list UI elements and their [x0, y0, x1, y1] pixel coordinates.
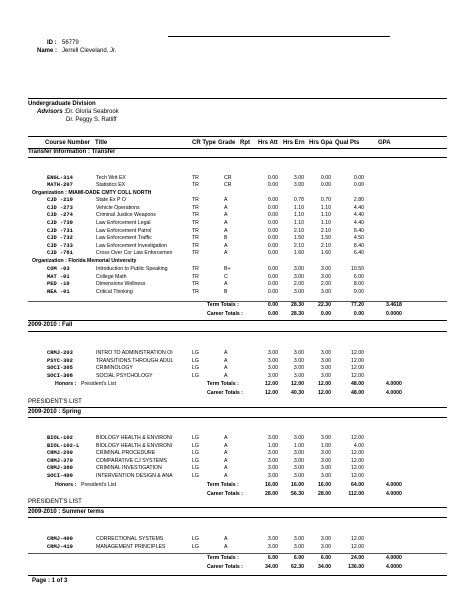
course-code: SOCI-305	[47, 365, 73, 372]
course-hrs-ern: 3.00	[293, 365, 304, 372]
course-code: CJD -274	[47, 212, 73, 219]
course-hrs-att: 0.00	[267, 250, 278, 257]
career-totals-label: Career Totals :	[207, 564, 243, 570]
term-totals-gpa: 4.0000	[386, 482, 402, 488]
division-rule	[28, 98, 447, 99]
presidents-list-label: PRESIDENT'S LIST	[28, 499, 82, 505]
course-hrs-att: 0.00	[267, 175, 278, 181]
course-cr-type: TR	[192, 242, 199, 249]
course-qual-pts: 0.00	[353, 182, 364, 189]
course-hrs-ern: 1.10	[293, 220, 304, 226]
name-label: Name :	[37, 48, 58, 54]
course-qual-pts: 4.40	[353, 204, 364, 211]
course-hrs-ern: 3.00	[293, 288, 304, 295]
course-qual-pts: 4.50	[353, 235, 364, 242]
course-title: MANAGEMENT PRINCIPLES	[96, 543, 166, 550]
course-hrs-att: 0.00	[267, 212, 278, 219]
course-cr-type: LG	[192, 357, 199, 364]
course-title: INTERVENTION DESIGN & ANA	[96, 473, 173, 479]
course-code: MATH-207	[47, 182, 73, 189]
course-code: CJD -273	[47, 204, 73, 211]
course-qual-pts: 12.00	[351, 357, 364, 364]
honors-label: Honors :	[55, 381, 77, 387]
course-code: CJD -732	[47, 235, 73, 242]
course-hrs-gpa: 1.10	[320, 212, 331, 219]
course-cr-type: LG	[192, 457, 199, 464]
course-qual-pts: 12.00	[351, 372, 364, 379]
advisors-label: Advisors :	[37, 109, 67, 115]
course-title: College Math	[96, 273, 127, 280]
transfer-heading-rule	[28, 157, 447, 158]
course-hrs-ern: 2.10	[293, 227, 304, 234]
course-cr-type: TR	[192, 235, 199, 242]
career-totals-hrs-att: 34.00	[265, 564, 278, 570]
honors-value: President's List	[81, 381, 117, 387]
course-qual-pts: 12.00	[351, 435, 364, 441]
career-totals-label: Career Totals :	[207, 390, 243, 396]
course-cr-type: TR	[192, 204, 199, 211]
course-hrs-att: 3.00	[267, 536, 278, 542]
term-totals-hrs-att: 0.00	[267, 302, 278, 308]
course-hrs-att: 3.00	[267, 435, 278, 441]
course-qual-pts: 8.40	[353, 242, 364, 249]
course-title: Law Enforcement Legal	[96, 220, 151, 226]
career-totals-hrs-ern: 56.30	[291, 491, 304, 497]
course-hrs-gpa: 1.60	[320, 250, 331, 257]
course-hrs-att: 1.00	[267, 442, 278, 449]
col-title: Title	[95, 140, 108, 146]
course-cr-type: TR	[192, 220, 199, 226]
course-hrs-att: 0.00	[267, 242, 278, 249]
course-grade: A	[224, 242, 228, 249]
course-title: COMPARATIVE CJ SYSTEMS	[96, 457, 167, 464]
course-code: PSYC-302	[47, 357, 73, 364]
col-hrs-ern: Hrs Ern	[283, 140, 305, 146]
course-qual-pts: 2.80	[353, 197, 364, 204]
course-code: ENGL-314	[47, 175, 73, 181]
course-code: CRMJ-203	[47, 350, 73, 356]
course-hrs-gpa: 3.00	[320, 457, 331, 464]
course-cr-type: LG	[192, 473, 199, 479]
course-grade: A	[224, 281, 228, 288]
course-hrs-att: 0.00	[267, 204, 278, 211]
course-hrs-att: 3.00	[267, 450, 278, 457]
course-hrs-ern: 2.00	[293, 281, 304, 288]
course-code: BIOL-102	[47, 435, 73, 441]
footer-rule	[28, 575, 447, 576]
course-hrs-gpa: 0.00	[320, 182, 331, 189]
honors-value: President's List	[81, 482, 117, 488]
term-totals-hrs-ern: 12.00	[291, 381, 304, 387]
career-totals-hrs-gpa: 12.00	[318, 390, 331, 396]
course-code: COM -03	[47, 265, 70, 272]
course-hrs-gpa: 3.00	[320, 450, 331, 457]
course-grade: A	[224, 465, 228, 472]
course-title: Tech Writ EX	[96, 175, 126, 181]
course-cr-type: LG	[192, 350, 199, 356]
course-code: REA -01	[47, 288, 70, 295]
course-grade: B+	[224, 265, 231, 272]
term-totals-qual-pts: 24.00	[351, 555, 364, 561]
career-totals-gpa: 4.0000	[386, 491, 402, 497]
term-totals-label: Term Totals :	[207, 482, 239, 488]
course-hrs-gpa: 3.00	[320, 350, 331, 356]
course-qual-pts: 12.00	[351, 465, 364, 472]
course-hrs-att: 3.00	[267, 543, 278, 550]
course-title: SOCIAL PSYCHOLOGY	[96, 372, 153, 379]
course-qual-pts: 12.00	[351, 536, 364, 542]
col-grade: Grade	[218, 140, 236, 146]
course-qual-pts: 4.00	[353, 442, 364, 449]
course-hrs-ern: 3.00	[293, 350, 304, 356]
course-title: BIOLOGY HEALTH & ENVIRONI	[96, 442, 173, 449]
course-cr-type: TR	[192, 250, 199, 257]
columns-rule-top	[28, 136, 447, 137]
course-qual-pts: 8.40	[353, 227, 364, 234]
course-hrs-gpa: 3.00	[320, 365, 331, 372]
course-qual-pts: 12.00	[351, 457, 364, 464]
course-cr-type: LG	[192, 365, 199, 372]
course-hrs-gpa: 3.00	[320, 543, 331, 550]
course-qual-pts: 8.00	[353, 281, 364, 288]
course-hrs-gpa: 1.50	[320, 235, 331, 242]
course-cr-type: TR	[192, 281, 199, 288]
course-hrs-gpa: 0.70	[320, 197, 331, 204]
course-grade: A	[224, 450, 228, 457]
course-hrs-gpa: 3.00	[320, 357, 331, 364]
course-code: CRMJ-290	[47, 450, 73, 457]
course-cr-type: LG	[192, 450, 199, 457]
course-title: Cross Over Cor Law Enforcemen	[96, 250, 173, 257]
course-hrs-ern: 1.00	[293, 442, 304, 449]
course-grade: A	[224, 227, 228, 234]
course-hrs-ern: 1.10	[293, 204, 304, 211]
section-rule	[28, 417, 447, 418]
course-hrs-gpa: 3.00	[320, 435, 331, 441]
career-totals-hrs-ern: 40.30	[291, 390, 304, 396]
course-code: SOCI-308	[47, 372, 73, 379]
organization-label: Organization : MIAMI-DADE CMTY COLL NORTH	[32, 189, 152, 196]
course-grade: A	[224, 250, 228, 257]
course-hrs-gpa: 1.10	[320, 204, 331, 211]
course-cr-type: TR	[192, 273, 199, 280]
course-grade: A	[224, 457, 228, 464]
course-hrs-ern: 1.50	[293, 235, 304, 242]
course-cr-type: TR	[192, 227, 199, 234]
term-totals-label: Term Totals :	[207, 302, 239, 308]
course-hrs-ern: 3.00	[293, 372, 304, 379]
col-hrs-att: Hrs Att	[258, 140, 278, 146]
course-grade: A	[224, 372, 228, 379]
course-hrs-att: 0.00	[267, 182, 278, 189]
course-qual-pts: 12.00	[351, 365, 364, 372]
course-cr-type: LG	[192, 465, 199, 472]
id-label: ID :	[47, 40, 57, 46]
course-hrs-ern: 3.00	[293, 543, 304, 550]
course-title: Critical Thinking	[96, 288, 133, 295]
term-totals-label: Term Totals :	[207, 381, 239, 387]
career-totals-hrs-att: 0.00	[267, 311, 278, 317]
course-hrs-att: 0.00	[267, 281, 278, 288]
course-title: CORRECTIONAL SYSTEMS	[96, 536, 164, 542]
course-grade: A	[224, 197, 228, 204]
col-course-number: Course Number	[45, 140, 91, 146]
career-totals-hrs-gpa: 28.00	[318, 491, 331, 497]
course-grade: C	[224, 273, 228, 280]
course-grade: B	[224, 288, 228, 295]
advisor-1: Dr. Gloria Seabrook	[66, 109, 119, 115]
course-title: TRANSITIONS THROUGH ADUL	[96, 357, 174, 364]
course-grade: A	[224, 473, 228, 479]
course-hrs-att: 0.00	[267, 227, 278, 234]
course-hrs-gpa: 1.00	[320, 442, 331, 449]
course-qual-pts: 4.40	[353, 220, 364, 226]
section-rule	[28, 507, 447, 508]
course-hrs-att: 0.00	[267, 273, 278, 280]
course-grade: A	[224, 220, 228, 226]
course-grade: A	[224, 357, 228, 364]
course-cr-type: TR	[192, 212, 199, 219]
course-hrs-ern: 3.00	[293, 450, 304, 457]
course-code: SOCI-400	[47, 473, 73, 479]
transfer-heading: Transfer Information : Transfer	[28, 149, 116, 155]
career-totals-gpa: 4.0000	[386, 390, 402, 396]
course-hrs-ern: 3.00	[293, 536, 304, 542]
course-qual-pts: 9.00	[353, 288, 364, 295]
course-title: CRIMINAL INVESTIGATION	[96, 465, 162, 472]
course-grade: A	[224, 365, 228, 372]
course-grade: A	[224, 435, 228, 441]
career-totals-qual-pts: 136.00	[348, 564, 364, 570]
course-hrs-gpa: 1.10	[320, 220, 331, 226]
career-totals-qual-pts: 48.00	[351, 390, 364, 396]
course-title: State Ex P O	[96, 197, 126, 204]
course-qual-pts: 6.40	[353, 250, 364, 257]
course-hrs-att: 3.00	[267, 465, 278, 472]
course-hrs-ern: 3.00	[293, 473, 304, 479]
career-totals-qual-pts: 112.00	[348, 491, 364, 497]
section-rule	[28, 331, 447, 332]
col-hrs-gpa: Hrs Gpa	[309, 140, 333, 146]
course-hrs-gpa: 2.10	[320, 227, 331, 234]
course-grade: B	[224, 235, 228, 242]
course-code: CRMJ-410	[47, 543, 73, 550]
organization-label: Organization : Florida Memorial University	[32, 258, 137, 264]
course-hrs-att: 3.00	[267, 473, 278, 479]
course-title: INTRO TO ADMINISTRATION OI	[96, 350, 173, 356]
course-hrs-ern: 1.60	[293, 250, 304, 257]
id-value: 56779	[62, 40, 79, 46]
term-totals-hrs-att: 6.00	[267, 555, 278, 561]
career-totals-hrs-gpa: 34.00	[318, 564, 331, 570]
course-hrs-ern: 1.10	[293, 212, 304, 219]
course-grade: CR	[224, 175, 232, 181]
course-hrs-att: 3.00	[267, 365, 278, 372]
course-code: CRMJ-400	[47, 536, 73, 542]
col-gpa: GPA	[378, 140, 391, 146]
course-hrs-ern: 3.00	[293, 457, 304, 464]
course-title: Vehicle Operations	[96, 204, 140, 211]
term-heading: 2009-2010 : Fall	[28, 322, 73, 328]
course-code: CRMJ-370	[47, 457, 73, 464]
course-cr-type: LG	[192, 435, 199, 441]
course-cr-type: LG	[192, 442, 199, 449]
term-heading: 2009-2010 : Summer terms	[28, 509, 105, 515]
col-qual-pts: Qual Pts	[335, 140, 360, 146]
course-cr-type: TR	[192, 288, 199, 295]
course-hrs-ern: 3.00	[293, 175, 304, 181]
career-totals-label: Career Totals :	[207, 311, 243, 317]
course-grade: A	[224, 350, 228, 356]
course-hrs-ern: 0.70	[293, 197, 304, 204]
term-totals-gpa: 4.0000	[386, 555, 402, 561]
course-hrs-att: 0.00	[267, 265, 278, 272]
course-code: CJD -733	[47, 242, 73, 249]
course-qual-pts: 12.00	[351, 350, 364, 356]
term-totals-hrs-att: 12.00	[265, 381, 278, 387]
term-totals-hrs-ern: 16.00	[291, 482, 304, 488]
term-totals-qual-pts: 64.00	[351, 482, 364, 488]
course-title: CRIMINAL PROCEDURE	[96, 450, 156, 457]
career-totals-hrs-att: 12.00	[265, 390, 278, 396]
course-cr-type: TR	[192, 182, 199, 189]
term-totals-qual-pts: 48.00	[351, 381, 364, 387]
course-hrs-att: 0.00	[267, 197, 278, 204]
course-cr-type: TR	[192, 197, 199, 204]
course-hrs-att: 0.00	[267, 220, 278, 226]
term-totals-qual-pts: 77.20	[351, 302, 364, 308]
course-title: CRIMINOLOGY	[96, 365, 133, 372]
course-hrs-gpa: 2.00	[320, 281, 331, 288]
course-hrs-ern: 3.00	[293, 273, 304, 280]
career-totals-hrs-ern: 28.30	[291, 311, 304, 317]
course-title: Law Enforcement Investigation	[96, 242, 167, 249]
course-code: MAT -01	[47, 273, 70, 280]
term-totals-hrs-ern: 6.00	[293, 555, 304, 561]
career-totals-qual-pts: 0.00	[353, 311, 364, 317]
course-title: Statistics EX	[96, 182, 126, 189]
course-grade: A	[224, 212, 228, 219]
course-hrs-att: 3.00	[267, 372, 278, 379]
col-cr-type: CR Type	[192, 140, 216, 146]
course-grade: CR	[224, 182, 232, 189]
section-rule	[28, 320, 447, 321]
section-rule	[28, 517, 447, 518]
course-code: PED -10	[47, 281, 70, 288]
term-totals-hrs-att: 16.00	[265, 482, 278, 488]
course-cr-type: LG	[192, 543, 199, 550]
term-totals-hrs-gpa: 22.30	[318, 302, 331, 308]
course-hrs-ern: 3.00	[293, 357, 304, 364]
course-code: CJD -731	[47, 227, 73, 234]
course-hrs-gpa: 0.00	[320, 175, 331, 181]
course-grade: A	[224, 204, 228, 211]
course-qual-pts: 4.40	[353, 212, 364, 219]
career-totals-gpa: 4.0000	[386, 564, 402, 570]
totals-rule	[28, 553, 447, 554]
career-totals-label: Career Totals :	[207, 491, 243, 497]
term-totals-hrs-gpa: 12.00	[318, 381, 331, 387]
career-totals-hrs-ern: 62.30	[291, 564, 304, 570]
course-hrs-ern: 3.00	[293, 435, 304, 441]
name-value: Jerrell Cleveland, Jr.	[62, 48, 117, 54]
course-hrs-att: 3.00	[267, 457, 278, 464]
course-hrs-att: 3.00	[267, 357, 278, 364]
course-hrs-att: 0.00	[267, 235, 278, 242]
presidents-list-label: PRESIDENT'S LIST	[28, 399, 82, 405]
course-hrs-att: 0.00	[267, 288, 278, 295]
term-totals-hrs-gpa: 16.00	[318, 482, 331, 488]
course-hrs-gpa: 2.10	[320, 242, 331, 249]
course-title: Law Enforcement Traffic	[96, 235, 152, 242]
course-hrs-ern: 3.00	[293, 182, 304, 189]
course-cr-type: LG	[192, 372, 199, 379]
term-totals-hrs-gpa: 6.00	[320, 555, 331, 561]
term-totals-gpa: 3.4618	[386, 302, 402, 308]
honors-label: Honors :	[55, 482, 77, 488]
course-grade: A	[224, 442, 228, 449]
course-qual-pts: 0.00	[353, 175, 364, 181]
header-rule	[168, 36, 390, 37]
course-code: CJD -781	[47, 250, 73, 257]
term-heading: 2009-2010 : Spring	[28, 409, 82, 415]
course-title: BIOLOGY HEALTH & ENVIRONI	[96, 435, 173, 441]
course-hrs-ern: 2.10	[293, 242, 304, 249]
course-qual-pts: 12.00	[351, 543, 364, 550]
course-title: Introduction to Public Speaking	[96, 265, 168, 272]
course-grade: A	[224, 543, 228, 550]
course-code: CJD -730	[47, 220, 73, 226]
course-code: CJD -210	[47, 197, 73, 204]
advisor-2: Dr. Peggy S. Ratliff	[66, 117, 117, 123]
course-hrs-gpa: 3.00	[320, 536, 331, 542]
term-totals-gpa: 4.0000	[386, 381, 402, 387]
course-hrs-att: 3.00	[267, 350, 278, 356]
course-qual-pts: 12.00	[351, 450, 364, 457]
course-title: Law Enforcement Patrol	[96, 227, 152, 234]
course-hrs-gpa: 3.00	[320, 273, 331, 280]
course-grade: A	[224, 536, 228, 542]
course-qual-pts: 10.50	[351, 265, 364, 272]
term-totals-label: Term Totals :	[207, 555, 239, 561]
course-code: BIOL-102-L	[47, 442, 80, 449]
course-title: Criminal Justice Weapons	[96, 212, 156, 219]
course-code: CRMJ-380	[47, 465, 73, 472]
course-hrs-gpa: 3.00	[320, 265, 331, 272]
career-totals-hrs-gpa: 0.00	[320, 311, 331, 317]
course-hrs-gpa: 3.00	[320, 288, 331, 295]
section-rule	[28, 407, 447, 408]
course-hrs-gpa: 3.00	[320, 465, 331, 472]
col-rpt: Rpt	[240, 140, 250, 146]
course-hrs-gpa: 3.00	[320, 372, 331, 379]
course-qual-pts: 6.00	[353, 273, 364, 280]
course-cr-type: LG	[192, 536, 199, 542]
career-totals-gpa: 0.0000	[386, 311, 402, 317]
term-totals-hrs-ern: 28.30	[291, 302, 304, 308]
career-totals-hrs-att: 28.00	[265, 491, 278, 497]
page-number: Page : 1 of 3	[32, 578, 68, 584]
course-qual-pts: 12.00	[351, 473, 364, 479]
division-title: Undergraduate Division	[28, 101, 96, 107]
course-cr-type: TR	[192, 265, 199, 272]
course-hrs-gpa: 3.00	[320, 473, 331, 479]
course-hrs-ern: 3.00	[293, 465, 304, 472]
course-cr-type: TR	[192, 175, 199, 181]
course-title: Dimensions Wellness	[96, 281, 146, 288]
course-hrs-ern: 3.00	[293, 265, 304, 272]
